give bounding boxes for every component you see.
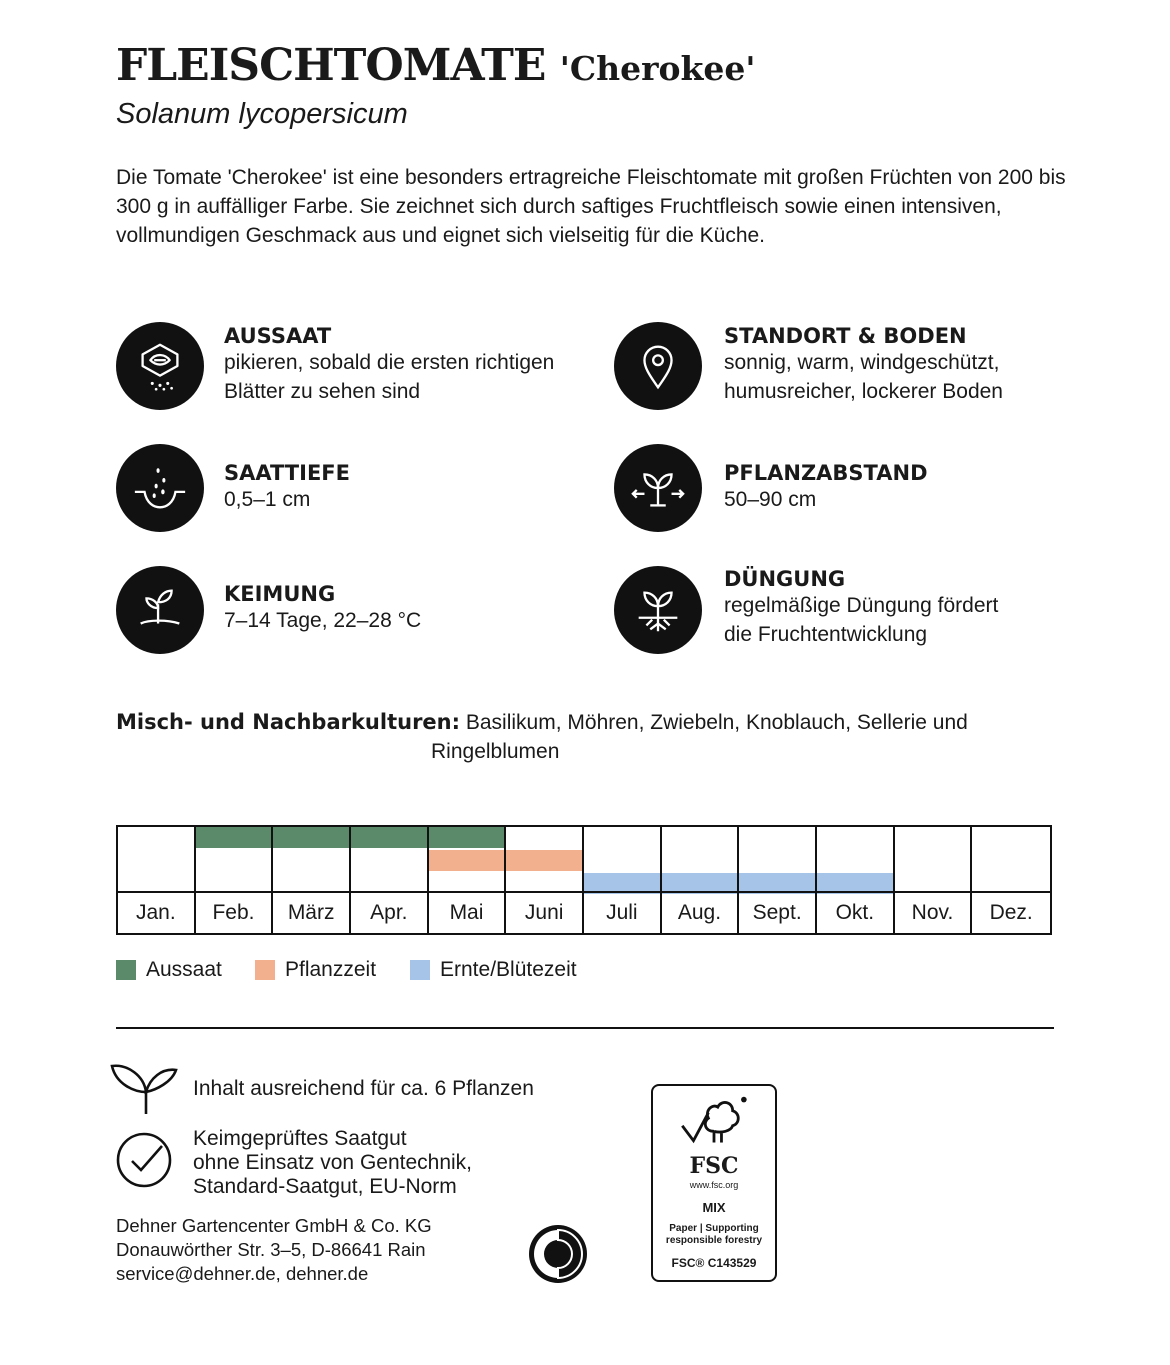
plant-spacing-icon: [614, 444, 702, 532]
fsc-mix: MIX: [702, 1200, 726, 1215]
fsc-code: FSC® C143529: [671, 1256, 757, 1270]
calendar-month-label: Juli: [584, 891, 660, 933]
page-title: [116, 40, 756, 91]
calendar-month-label: Aug.: [662, 891, 738, 933]
calendar-month-label: Apr.: [351, 891, 427, 933]
info-pflanzabstand-line1: 50–90 cm: [724, 488, 817, 511]
title-main: FLEISCHTOMATE: [116, 40, 546, 91]
info-pflanzabstand-title: PFLANZABSTAND: [724, 461, 928, 485]
calendar-month-label: Nov.: [895, 891, 971, 933]
legend-swatch-ernte: [410, 960, 430, 980]
misch-kulturen: [116, 708, 968, 737]
misch-line1: Basilikum, Möhren, Zwiebeln, Knoblauch, Sellerie und: [465, 711, 968, 734]
footer-keim-line2: ohne Einsatz von Gentechnik,: [193, 1151, 473, 1174]
footer-keim-line3: Standard-Saatgut, EU-Norm: [193, 1175, 457, 1198]
footer-keim: [193, 1127, 472, 1199]
legend-aussaat: [116, 958, 222, 982]
bar-aussaat: [429, 827, 505, 848]
info-pflanzabstand: [724, 461, 928, 514]
calendar-month-label: Juni: [506, 891, 582, 933]
calendar-month-label: Feb.: [196, 891, 272, 933]
info-aussaat-line1: pikieren, sobald die ersten richtigen: [224, 351, 555, 374]
company-name: Dehner Gartencenter GmbH & Co. KG: [116, 1215, 432, 1236]
calendar-month: [273, 827, 351, 933]
calendar-month: [429, 827, 507, 933]
legend-swatch-aussaat: [116, 960, 136, 980]
check-circle-icon: [116, 1132, 172, 1188]
bar-aussaat: [196, 827, 272, 848]
fsc-logo-text: FSC: [689, 1153, 739, 1179]
calendar-month: [817, 827, 895, 933]
misch-line2: Ringelblumen: [431, 740, 560, 763]
green-dot-icon: [528, 1224, 588, 1284]
latin-name: Solanum lycopersicum: [116, 98, 408, 130]
location-pin-icon: [614, 322, 702, 410]
info-standort: [724, 324, 1003, 406]
calendar-month: [739, 827, 817, 933]
calendar-month-label: März: [273, 891, 349, 933]
company-address: [116, 1214, 432, 1286]
info-keimung-line1: 7–14 Tage, 22–28 °C: [224, 609, 422, 632]
calendar-month-label: Dez.: [972, 891, 1050, 933]
info-duengung-title: DÜNGUNG: [724, 567, 846, 591]
calendar-month-label: Jan.: [118, 891, 194, 933]
info-saattiefe: [224, 461, 350, 514]
calendar-month: [118, 827, 196, 933]
footer-keim-line1: Keimgeprüftes Saatgut: [193, 1127, 407, 1150]
misch-label: Misch- und Nachbarkulturen:: [116, 710, 461, 734]
bar-pflanzzeit: [429, 850, 505, 871]
calendar-month-label: Okt.: [817, 891, 893, 933]
fsc-label: [651, 1084, 777, 1282]
fsc-site: www.fsc.org: [689, 1180, 739, 1190]
calendar-month: [196, 827, 274, 933]
info-keimung: [224, 582, 421, 635]
calendar-month-label: Sept.: [739, 891, 815, 933]
legend-ernte-label: Ernte/Blütezeit: [440, 958, 577, 981]
calendar-month: [972, 827, 1050, 933]
divider: [116, 1027, 1054, 1029]
fsc-paper-line1: Paper | Supporting: [669, 1223, 759, 1234]
leaves-icon: [110, 1060, 180, 1116]
legend-aussaat-label: Aussaat: [146, 958, 222, 981]
calendar-month-label: Mai: [429, 891, 505, 933]
info-aussaat: [224, 324, 554, 406]
info-standort-line1: sonnig, warm, windgeschützt,: [724, 351, 1000, 374]
plant-roots-icon: [614, 566, 702, 654]
bar-aussaat: [273, 827, 349, 848]
legend-pflanzzeit: [255, 958, 376, 982]
title-variety: 'Cherokee': [559, 49, 756, 88]
info-standort-line2: humusreicher, lockerer Boden: [724, 380, 1003, 403]
info-saattiefe-title: SAATTIEFE: [224, 461, 350, 485]
calendar-month: [351, 827, 429, 933]
info-duengung-line2: die Fruchtentwicklung: [724, 623, 928, 646]
sprout-icon: [116, 566, 204, 654]
fsc-tree-icon: [674, 1094, 754, 1150]
info-aussaat-title: AUSSAAT: [224, 324, 332, 348]
info-keimung-title: KEIMUNG: [224, 582, 336, 606]
legend-ernte: [410, 958, 577, 982]
info-aussaat-line2: Blätter zu sehen sind: [224, 380, 421, 403]
seed-depth-icon: [116, 444, 204, 532]
company-web: service@dehner.de, dehner.de: [116, 1263, 369, 1284]
legend-pflanzzeit-label: Pflanzzeit: [285, 958, 377, 981]
company-street: Donauwörther Str. 3–5, D-86641 Rain: [116, 1239, 426, 1260]
intro-text: Die Tomate 'Cherokee' ist eine besonders ertragreiche Fleischtomate mit großen Früchten von 200 bis 300 g in auffälliger Farbe. Sie zeichnet sich durch saftiges Fruchtfleisch sowie einen intensiven, vollmundigen Geschmack aus und eignet sich vielseitig für die Küche.: [116, 166, 1066, 247]
footer-inhalt: Inhalt ausreichend für ca. 6 Pflanzen: [193, 1077, 534, 1100]
calendar-month: [584, 827, 662, 933]
calendar-month: [895, 827, 973, 933]
calendar-month: [662, 827, 740, 933]
seed-packet-icon: [116, 322, 204, 410]
info-duengung: [724, 567, 998, 649]
legend-swatch-pflanzzeit: [255, 960, 275, 980]
bar-aussaat: [351, 827, 427, 848]
calendar-month: [506, 827, 584, 933]
info-saattiefe-line1: 0,5–1 cm: [224, 488, 311, 511]
info-duengung-line1: regelmäßige Düngung fördert: [724, 594, 999, 617]
bar-pflanzzeit: [506, 850, 582, 871]
sowing-calendar: [116, 825, 1052, 935]
fsc-paper-line2: responsible forestry: [665, 1235, 763, 1246]
info-standort-title: STANDORT & BODEN: [724, 324, 967, 348]
